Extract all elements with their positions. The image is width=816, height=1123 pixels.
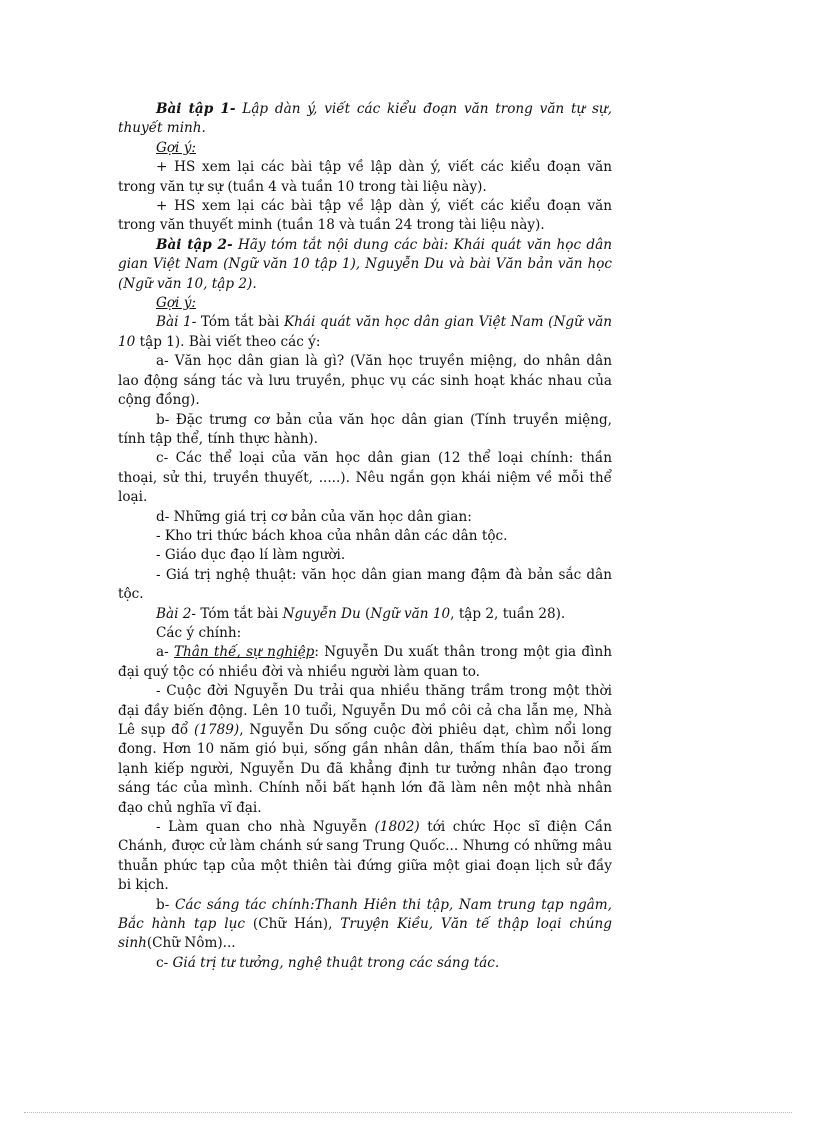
point-c-label: c- bbox=[156, 954, 173, 971]
lesson-1-point-d-1: - Kho tri thức bách khoa của nhân dân các dân tộc. bbox=[156, 527, 508, 544]
exercise-1-text: Lập dàn ý, viết các kiểu đoạn văn trong văn tự sự, thuyết minh. bbox=[118, 101, 612, 137]
hint-1-line-1: + HS xem lại các bài tập về lập dàn ý, viết các kiểu đoạn văn trong văn tự sự (tuần 4 và tuần 10 trong tài liệu này). bbox=[118, 159, 612, 195]
lesson-2-point-a bbox=[118, 643, 612, 682]
lesson-2-text-a: Tóm tắt bài bbox=[196, 605, 283, 622]
works-han: Các sáng tác chính:Thanh Hiên thi tập, Nam trung tạp ngâm, Bắc hành tạp lục bbox=[118, 896, 612, 933]
lesson-2-label: Bài 2- bbox=[156, 605, 197, 622]
lesson-1-point-d-2: - Giáo dục đạo lí làm người. bbox=[156, 547, 346, 564]
lesson-1-point-b: b- Đặc trưng cơ bản của văn học dân gian (Tính truyền miệng, tính tập thể, tính thực hành). bbox=[118, 411, 612, 447]
works-han-note: (Chữ Hán), bbox=[244, 916, 341, 933]
lesson-1-point-c: c- Các thể loại của văn học dân gian (12 thể loại chính: thần thoại, sử thi, truyền thuyết, .....). Nêu ngắn gọn khái niệm về mỗi thể loại. bbox=[118, 450, 612, 506]
works-nom: Truyện Kiều, Văn tế thập loại chúng sinh bbox=[118, 916, 612, 952]
lesson-2-life bbox=[118, 682, 612, 818]
exercise-2-text: Hãy tóm tắt nội dung các bài: Khái quát văn học dân gian Việt Nam (Ngữ văn 10 tập 1), Nguyễn Du và bài Văn bản văn học (Ngữ văn 10, tập 2). bbox=[118, 236, 612, 292]
hint-heading-1: Gợi ý: bbox=[156, 139, 196, 156]
lesson-2-point-c bbox=[118, 954, 612, 973]
lesson-2-point-b bbox=[118, 896, 612, 954]
lesson-1-label: Bài 1- bbox=[156, 314, 197, 331]
exercise-2-label: Bài tập 2- bbox=[156, 236, 233, 253]
lesson-2-title: Nguyễn Du bbox=[282, 605, 361, 622]
life-text-a: - Cuộc đời Nguyễn Du trải qua nhiều thăng trầm trong một thời đại đầy biến động. Lên 10 tuổi, Nguyễn Du mồ côi cả cha lẫn mẹ, Nhà Lê sụp đổ bbox=[118, 683, 612, 738]
point-a-text: : Nguyễn Du xuất thân trong một gia đình đại quý tộc có nhiều đời và nhiều người làm quan to. bbox=[118, 644, 612, 680]
lesson-2-text-b: ( bbox=[360, 605, 371, 622]
lesson-2-career bbox=[118, 818, 612, 896]
lesson-1-title: Khái quát văn học dân gian Việt Nam (Ngữ văn 10 bbox=[118, 314, 612, 350]
exercise-1-label: Bài tập 1- bbox=[156, 101, 236, 117]
lesson-1-text-a: Tóm tắt bài bbox=[196, 314, 285, 331]
document-body bbox=[118, 100, 612, 973]
lesson-1-intro bbox=[118, 313, 612, 352]
exercise-1-title bbox=[118, 100, 612, 139]
exercise-2-title bbox=[118, 236, 612, 294]
main-points-heading: Các ý chính: bbox=[156, 624, 242, 641]
lesson-2-intro bbox=[118, 605, 612, 624]
lesson-2-book: Ngữ văn 10 bbox=[370, 605, 451, 622]
life-year: (1789) bbox=[194, 722, 240, 738]
point-c-text: Giá trị tư tưởng, nghệ thuật trong các sáng tác. bbox=[172, 954, 500, 971]
lesson-1-point-a: a- Văn học dân gian là gì? (Văn học truyền miệng, do nhân dân lao động sáng tác và lưu truyền, phục vụ các sinh hoạt khác nhau của cộng đồng). bbox=[118, 353, 612, 409]
hint-heading-2: Gợi ý: bbox=[156, 295, 196, 312]
hint-1-line-2: + HS xem lại các bài tập về lập dàn ý, viết các kiểu đoạn văn trong văn thuyết minh (tuần 18 và tuần 24 trong tài liệu này). bbox=[118, 198, 612, 234]
works-nom-note: (Chữ Nôm)... bbox=[146, 935, 236, 952]
lesson-1-point-d-3: - Giá trị nghệ thuật: văn học dân gian mang đậm đà bản sắc dân tộc. bbox=[118, 566, 612, 603]
lesson-1-point-d: d- Những giá trị cơ bản của văn học dân gian: bbox=[156, 508, 472, 525]
career-text-b: tới chức Học sĩ điện Cần Chánh, được cử làm chánh sứ sang Trung Quốc... Nhưng có những mâu thuẫn phức tạp của một thiên tài đứng giữa một giai đoạn lịch sử đầy bi kịch. bbox=[118, 819, 612, 894]
page-bottom-divider bbox=[24, 1112, 792, 1113]
point-a-heading: Thân thế, sự nghiệp bbox=[173, 644, 315, 661]
point-a-label: a- bbox=[156, 644, 174, 661]
lesson-2-text-c: , tập 2, tuần 28). bbox=[450, 605, 566, 622]
life-text-b: , Nguyễn Du sống cuộc đời phiêu dạt, chìm nổi long đong. Hơn 10 năm gió bụi, sống gần nhân dân, thấm thía bao nỗi ấm lạnh kiếp người, Nguyễn Du đã khẳng định tư tưởng nhân đạo trong sáng tác của mình. Chính nỗi bất hạnh lớn đã làm nên một nhà nhân đạo chủ nghĩa vĩ đại. bbox=[118, 722, 612, 816]
lesson-1-text-b: tập 1). Bài viết theo các ý: bbox=[135, 333, 321, 350]
point-b-label: b- bbox=[156, 896, 175, 913]
career-text-a: - Làm quan cho nhà Nguyễn bbox=[156, 819, 375, 836]
career-year: (1802) bbox=[374, 819, 420, 836]
